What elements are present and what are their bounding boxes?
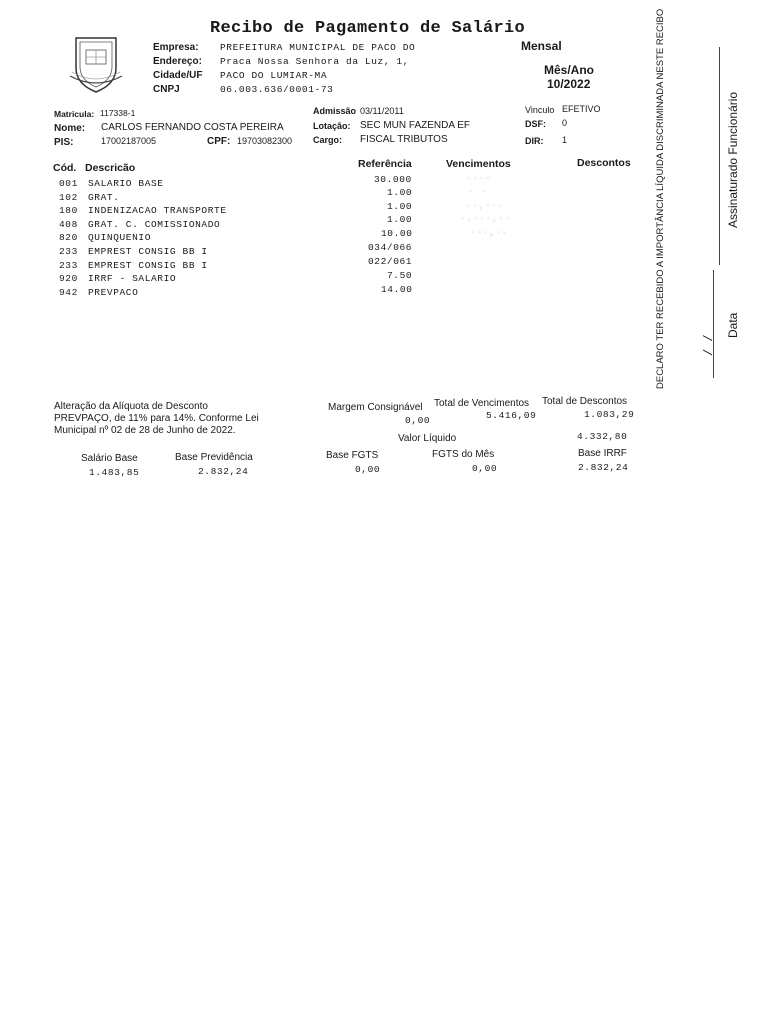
- row-8-cod: 942: [59, 287, 78, 298]
- row-7-cod: 920: [59, 273, 78, 284]
- row-8-referencia: 14.00: [381, 284, 413, 295]
- month-year-label: Mês/Ano: [544, 63, 595, 77]
- row-8-descricao: PREVPACO: [88, 287, 139, 298]
- base-fgts-label: Base FGTS: [326, 450, 379, 461]
- row-3-referencia: 1.00: [387, 214, 413, 225]
- declaration-text: DECLARO TER RECEBIDO A IMPORTÂNCIA LÍQUIDA DISCRIMINADA NESTE RECIBO: [655, 8, 666, 389]
- nome-value: CARLOS FERNANDO COSTA PEREIRA: [101, 122, 284, 133]
- row-7-referencia: 7.50: [387, 270, 413, 281]
- dsf-value: 0: [562, 118, 568, 128]
- total-vencimentos-value: 5.416,09: [486, 410, 537, 421]
- note-line-1: Alteração da Alíquota de Desconto: [54, 401, 208, 412]
- row-0-referencia: 30.000: [374, 174, 412, 185]
- receipt-title: Recibo de Pagamento de Salário: [210, 19, 526, 38]
- cnpj-value: 06.003.636/0001-73: [220, 84, 334, 95]
- endereco-label: Endereço:: [153, 56, 202, 67]
- col-header-descontos: Descontos: [577, 157, 631, 169]
- total-descontos-label: Total de Descontos: [542, 396, 628, 407]
- note-line-2: PREVPAÇO, de 11% para 14%. Conforme Lei: [54, 413, 259, 424]
- base-previdencia-label: Base Previdência: [175, 452, 253, 463]
- matricula-label: Matricula:: [54, 109, 95, 119]
- base-irrf-value: 2.832,24: [578, 462, 629, 473]
- col-header-referencia: Referência: [358, 158, 412, 170]
- valor-liquido-value: 4.332,80: [577, 431, 628, 442]
- row-4-referencia: 10.00: [381, 228, 413, 239]
- cargo-label: Cargo:: [313, 135, 342, 145]
- row-3-cod: 408: [59, 219, 78, 230]
- row-3-descricao: GRAT. C. COMISSIONADO: [88, 219, 221, 230]
- row-2-vencimentos: ··,···: [466, 201, 505, 211]
- cidade-value: PACO DO LUMIAR-MA: [220, 70, 328, 81]
- salario-base-value: 1.483,85: [89, 467, 140, 478]
- row-2-referencia: 1.00: [387, 201, 413, 212]
- pis-label: PIS:: [54, 137, 74, 148]
- row-2-descricao: INDENIZACAO TRANSPORTE: [88, 205, 227, 216]
- dsf-label: DSF:: [525, 119, 546, 129]
- endereco-value: Praca Nossa Senhora da Luz, 1,: [220, 56, 410, 67]
- row-0-vencimentos: -·--: [466, 174, 492, 184]
- row-5-referencia: 034/066: [368, 242, 413, 253]
- row-1-vencimentos: · ·: [468, 187, 488, 197]
- empresa-label: Empresa:: [153, 42, 199, 53]
- cargo-value: FISCAL TRIBUTOS: [360, 134, 448, 145]
- fgts-mes-label: FGTS do Mês: [432, 449, 495, 460]
- month-year-value: 10/2022: [547, 77, 591, 91]
- row-4-descricao: QUINQUENIO: [88, 232, 152, 243]
- cpf-label: CPF:: [207, 136, 231, 147]
- date-label: Data: [726, 312, 740, 338]
- fgts-mes-value: 0,00: [472, 463, 498, 474]
- lotacao-value: SEC MUN FAZENDA EF: [360, 120, 471, 131]
- col-header-vencimentos: Vencimentos: [446, 158, 511, 170]
- row-3-vencimentos: ·.···,··: [460, 214, 512, 224]
- dir-value: 1: [562, 135, 568, 145]
- row-2-cod: 180: [59, 205, 78, 216]
- col-header-descricao: Descricão: [85, 162, 136, 174]
- cpf-value: 19703082300: [237, 136, 293, 146]
- empresa-value: PREFEITURA MUNICIPAL DE PACO DO: [220, 42, 416, 53]
- signature-line[interactable]: [719, 47, 720, 265]
- matricula-value: 117338-1: [100, 108, 136, 118]
- cidade-label: Cidade/UF: [153, 70, 203, 81]
- row-0-descricao: SALARIO BASE: [88, 178, 164, 189]
- row-5-cod: 233: [59, 246, 78, 257]
- vinculo-value: EFETIVO: [562, 104, 601, 114]
- base-previdencia-value: 2.832,24: [198, 466, 249, 477]
- total-descontos-value: 1.083,29: [584, 409, 635, 420]
- base-irrf-label: Base IRRF: [578, 448, 627, 459]
- row-4-cod: 820: [59, 232, 78, 243]
- row-6-referencia: 022/061: [368, 256, 413, 267]
- dir-label: DIR:: [525, 136, 544, 146]
- cnpj-label: CNPJ: [153, 84, 180, 95]
- pis-value: 17002187005: [101, 136, 157, 146]
- margem-value: 0,00: [405, 415, 431, 426]
- salario-base-label: Salário Base: [81, 453, 138, 464]
- row-5-descricao: EMPREST CONSIG BB I: [88, 246, 208, 257]
- total-vencimentos-label: Total de Vencimentos: [434, 398, 530, 409]
- lotacao-label: Lotação:: [313, 121, 351, 131]
- signature-label: Assinaturado Funcionário: [726, 91, 740, 228]
- row-6-descricao: EMPREST CONSIG BB I: [88, 260, 208, 271]
- date-slashes: / /: [702, 334, 716, 356]
- note-line-3: Municipal nº 02 de 28 de Junho de 2022.: [54, 425, 236, 436]
- base-fgts-value: 0,00: [355, 464, 381, 475]
- row-6-cod: 233: [59, 260, 78, 271]
- vinculo-label: Vinculo: [525, 105, 555, 115]
- period-type: Mensal: [521, 39, 562, 53]
- row-1-descricao: GRAT.: [88, 192, 120, 203]
- margem-label: Margem Consignável: [328, 402, 423, 413]
- admissao-label: Admissão: [313, 106, 357, 116]
- date-line[interactable]: [713, 270, 714, 378]
- row-7-descricao: IRRF - SALARIO: [88, 273, 177, 284]
- valor-liquido-label: Valor Líquido: [398, 433, 457, 444]
- col-header-cod: Cód.: [53, 162, 77, 174]
- row-1-referencia: 1.00: [387, 187, 413, 198]
- admissao-value: 03/11/2011: [360, 106, 404, 116]
- row-0-cod: 001: [59, 178, 78, 189]
- row-4-vencimentos: ···,··: [470, 228, 509, 238]
- nome-label: Nome:: [54, 123, 86, 134]
- municipal-crest-logo: [64, 32, 128, 96]
- row-1-cod: 102: [59, 192, 78, 203]
